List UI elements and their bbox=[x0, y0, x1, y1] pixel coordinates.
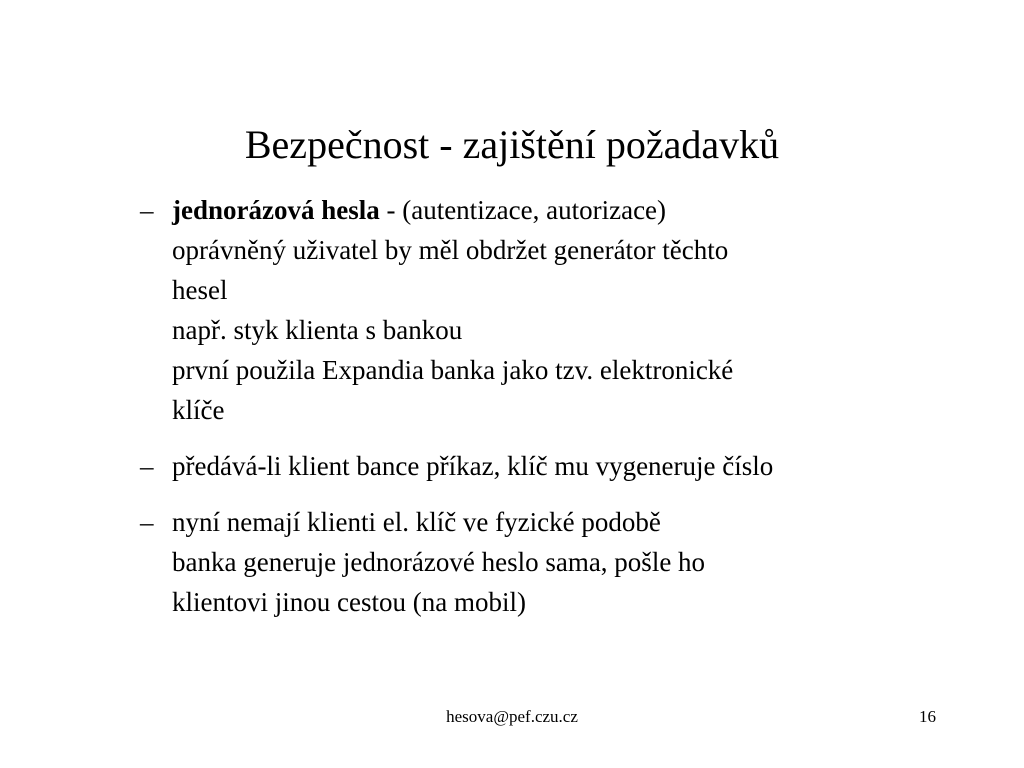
dash-marker: – bbox=[140, 451, 154, 481]
bullet-item-no-physical-key bbox=[136, 502, 956, 622]
dash-marker: – bbox=[140, 195, 154, 225]
bullet-line: první použila Expandia banka jako tzv. elektronické bbox=[172, 355, 734, 385]
bullet-line: hesel bbox=[172, 275, 228, 305]
bullet-lead-line bbox=[172, 190, 956, 230]
bullet-line: předává-li klient bance příkaz, klíč mu vygeneruje číslo bbox=[172, 451, 774, 481]
bullet-line: banka generuje jednorázové heslo sama, pošle ho bbox=[172, 547, 706, 577]
bold-term: jednorázová hesla bbox=[172, 195, 380, 225]
bullet-line: oprávněný uživatel by měl obdržet generátor těchto bbox=[172, 235, 729, 265]
bullet-item-client-order bbox=[136, 446, 956, 486]
bullet-lead-rest: - (autentizace, autorizace) bbox=[379, 195, 667, 225]
footer-email: hesova@pef.czu.cz bbox=[446, 707, 578, 726]
bullet-line: klíče bbox=[172, 395, 225, 425]
bullet-line: např. styk klienta s bankou bbox=[172, 315, 463, 345]
dash-marker: – bbox=[140, 507, 154, 537]
slide-title: Bezpečnost - zajištění požadavků bbox=[244, 121, 780, 167]
bullet-list bbox=[136, 190, 956, 638]
bullet-item-one-time-passwords bbox=[136, 190, 956, 430]
bullet-line: klientovi jinou cestou (na mobil) bbox=[172, 587, 526, 617]
bullet-line: nyní nemají klienti el. klíč ve fyzické podobě bbox=[172, 507, 661, 537]
page-number: 16 bbox=[919, 707, 936, 726]
